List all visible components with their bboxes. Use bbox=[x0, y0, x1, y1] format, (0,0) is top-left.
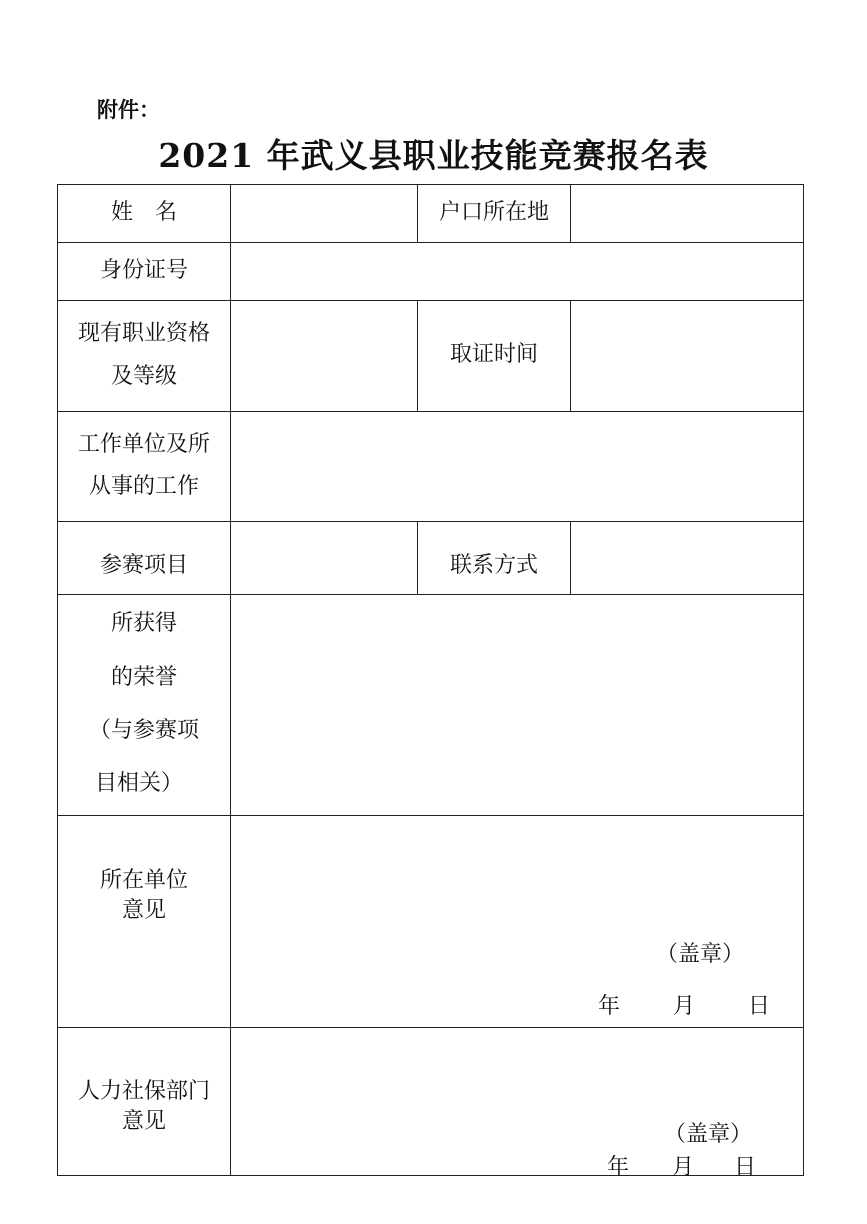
contact-label: 联系方式 bbox=[449, 553, 538, 579]
honors-label bbox=[58, 594, 230, 815]
id-number-field[interactable] bbox=[232, 244, 802, 299]
qualification-label-line: 现有职业资格 bbox=[77, 321, 210, 347]
unit-date-year: 年 bbox=[598, 994, 621, 1019]
unit-opinion-field[interactable] bbox=[232, 817, 802, 1026]
hr-opinion-label bbox=[58, 1079, 230, 1139]
unit-opinion-label-line: 意见 bbox=[121, 898, 166, 924]
hr-opinion-label-line: 意见 bbox=[121, 1109, 166, 1135]
employer-label bbox=[58, 411, 230, 521]
hr-date-day: 日 bbox=[734, 1155, 757, 1180]
honors-label-line: 的荣誉 bbox=[110, 664, 177, 690]
honors-field[interactable] bbox=[232, 596, 802, 814]
registration-form bbox=[57, 184, 804, 1180]
attachment-label: 附件： bbox=[97, 98, 160, 122]
contact-field[interactable] bbox=[572, 523, 802, 593]
hr-opinion-field[interactable] bbox=[232, 1029, 802, 1173]
hr-opinion-label-line: 人力社保部门 bbox=[77, 1079, 210, 1104]
hukou-label: 户口所在地 bbox=[438, 200, 549, 226]
hr-seal-text: （盖章） bbox=[664, 1122, 753, 1147]
honors-label-line: （与参赛项 bbox=[88, 718, 199, 743]
honors-label-line: 目相关） bbox=[94, 771, 183, 797]
name-field[interactable] bbox=[232, 187, 416, 241]
employer-field[interactable] bbox=[232, 413, 802, 520]
cert-time-field[interactable] bbox=[572, 302, 802, 410]
event-label: 参赛项目 bbox=[99, 553, 188, 579]
qualification-label bbox=[58, 300, 230, 411]
event-field[interactable] bbox=[232, 523, 416, 593]
unit-opinion-label-line: 所在单位 bbox=[99, 868, 188, 893]
qualification-label-line: 及等级 bbox=[110, 363, 177, 389]
id-number-label: 身份证号 bbox=[99, 257, 188, 283]
unit-date-month: 月 bbox=[673, 994, 696, 1019]
cert-time-label: 取证时间 bbox=[449, 342, 538, 368]
honors-label-line: 所获得 bbox=[110, 611, 177, 637]
employer-label-line: 从事的工作 bbox=[88, 474, 199, 499]
page-title: 2021 年武义县职业技能竞赛报名表 bbox=[158, 136, 709, 175]
unit-seal-text: （盖章） bbox=[656, 942, 745, 967]
qualification-field[interactable] bbox=[232, 302, 416, 410]
unit-opinion-label bbox=[58, 868, 230, 928]
name-label: 姓 名 bbox=[110, 200, 177, 226]
unit-date-day: 日 bbox=[748, 994, 771, 1019]
hr-date-year: 年 bbox=[607, 1155, 630, 1180]
employer-label-line: 工作单位及所 bbox=[77, 431, 210, 457]
hr-date-month: 月 bbox=[672, 1155, 695, 1180]
hukou-field[interactable] bbox=[572, 187, 802, 241]
